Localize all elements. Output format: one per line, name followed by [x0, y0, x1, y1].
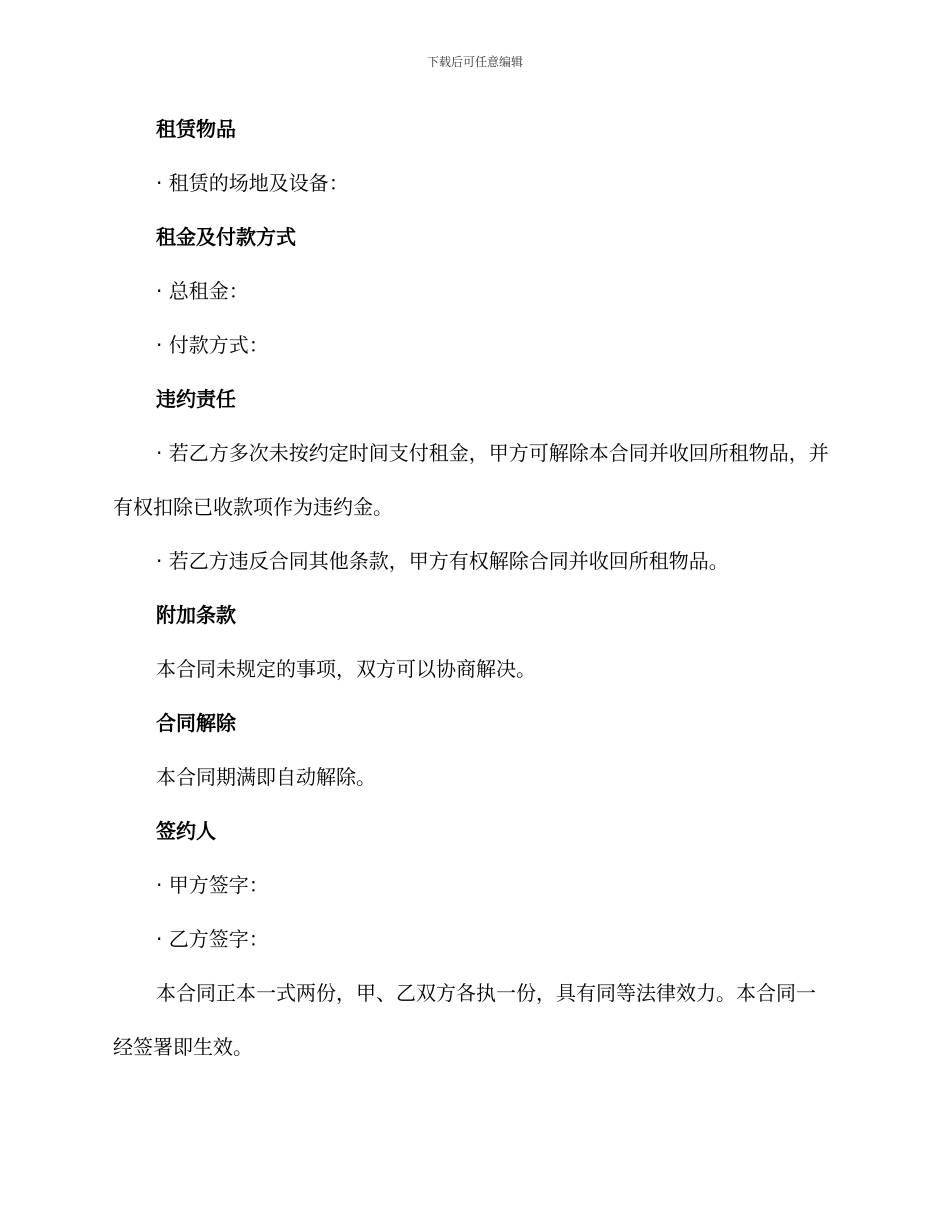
section-title-rent-payment: 租金及付款方式 — [156, 225, 296, 249]
section-title-breach: 违约责任 — [156, 387, 236, 411]
section-title-termination: 合同解除 — [156, 711, 236, 735]
additional-clause-text: 本合同未规定的事项，双方可以协商解决。 — [156, 657, 536, 681]
closing-statement: 本合同正本一式两份，甲、乙双方各执一份，具有同等法律效力。本合同一经签署即生效。 — [113, 981, 816, 1059]
section-title-rental-items: 租赁物品 — [156, 117, 236, 141]
payment-method: · 付款方式： — [156, 333, 269, 357]
breach-clause-other-terms: · 若乙方违反合同其他条款，甲方有权解除合同并收回所租物品。 — [156, 549, 729, 573]
party-a-signature: · 甲方签字： — [156, 873, 269, 897]
page-header: 下载后可任意编辑 — [426, 55, 523, 69]
section-title-additional: 附加条款 — [156, 603, 236, 627]
contract-body — [113, 102, 833, 1074]
termination-text: 本合同期满即自动解除。 — [156, 765, 376, 789]
breach-clause-late-payment: · 若乙方多次未按约定时间支付租金，甲方可解除本合同并收回所租物品，并有权扣除已收款项作为违约金。 — [113, 441, 829, 519]
rent-total: · 总租金： — [156, 279, 249, 303]
party-b-signature: · 乙方签字： — [156, 927, 269, 951]
section-title-signatories: 签约人 — [156, 819, 216, 843]
rental-items-venue-equipment: · 租赁的场地及设备： — [156, 171, 349, 195]
